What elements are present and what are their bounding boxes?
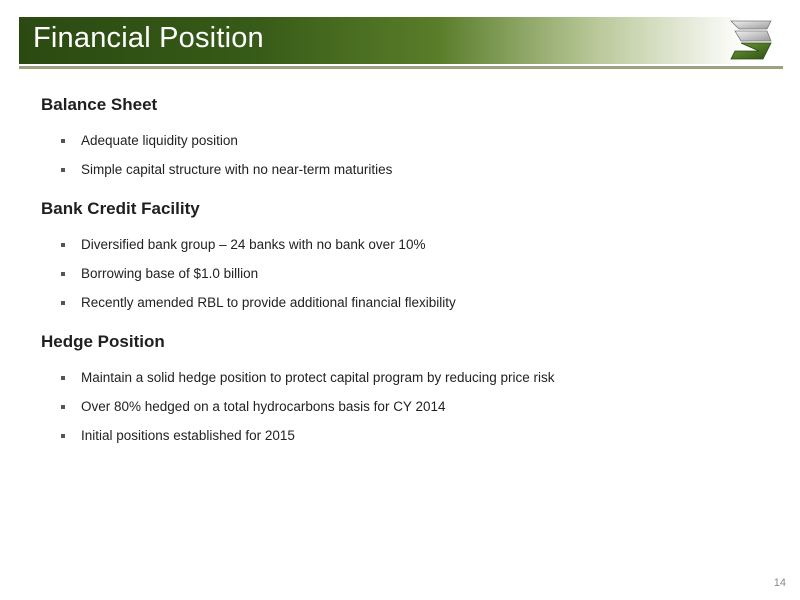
square-bullet-icon (61, 139, 65, 143)
section-heading: Bank Credit Facility (41, 199, 200, 218)
square-bullet-icon (61, 301, 65, 305)
bullet-text: Over 80% hedged on a total hydrocarbons basis for CY 2014 (81, 399, 446, 414)
bullet-text: Adequate liquidity position (81, 133, 238, 148)
title-bar (19, 17, 783, 64)
square-bullet-icon (61, 434, 65, 438)
section-heading: Balance Sheet (41, 95, 158, 114)
slide-title: Financial Position (33, 22, 264, 54)
list-item (41, 234, 761, 255)
square-bullet-icon (61, 376, 65, 380)
section-heading: Hedge Position (41, 332, 165, 351)
page-number: 14 (773, 577, 786, 589)
bullet-text: Simple capital structure with no near-term maturities (81, 162, 393, 177)
company-logo-icon (727, 19, 775, 61)
bullet-text: Diversified bank group – 24 banks with no bank over 10% (81, 237, 426, 252)
section-balance-sheet (41, 93, 761, 180)
bullet-list (41, 234, 761, 313)
list-item (41, 292, 761, 313)
section-bank-credit-facility (41, 197, 761, 313)
list-item (41, 425, 761, 446)
square-bullet-icon (61, 405, 65, 409)
bullet-text: Maintain a solid hedge position to protect capital program by reducing price risk (81, 370, 555, 385)
bullet-list (41, 367, 761, 446)
section-hedge-position (41, 330, 761, 446)
bullet-text: Recently amended RBL to provide additional financial flexibility (81, 295, 456, 310)
title-underline (19, 66, 783, 69)
square-bullet-icon (61, 168, 65, 172)
bullet-text: Borrowing base of $1.0 billion (81, 266, 259, 281)
square-bullet-icon (61, 243, 65, 247)
list-item (41, 130, 761, 151)
bullet-text: Initial positions established for 2015 (81, 428, 295, 443)
list-item (41, 159, 761, 180)
slide-content (41, 93, 761, 463)
list-item (41, 263, 761, 284)
square-bullet-icon (61, 272, 65, 276)
list-item (41, 367, 761, 388)
list-item (41, 396, 761, 417)
bullet-list (41, 130, 761, 180)
